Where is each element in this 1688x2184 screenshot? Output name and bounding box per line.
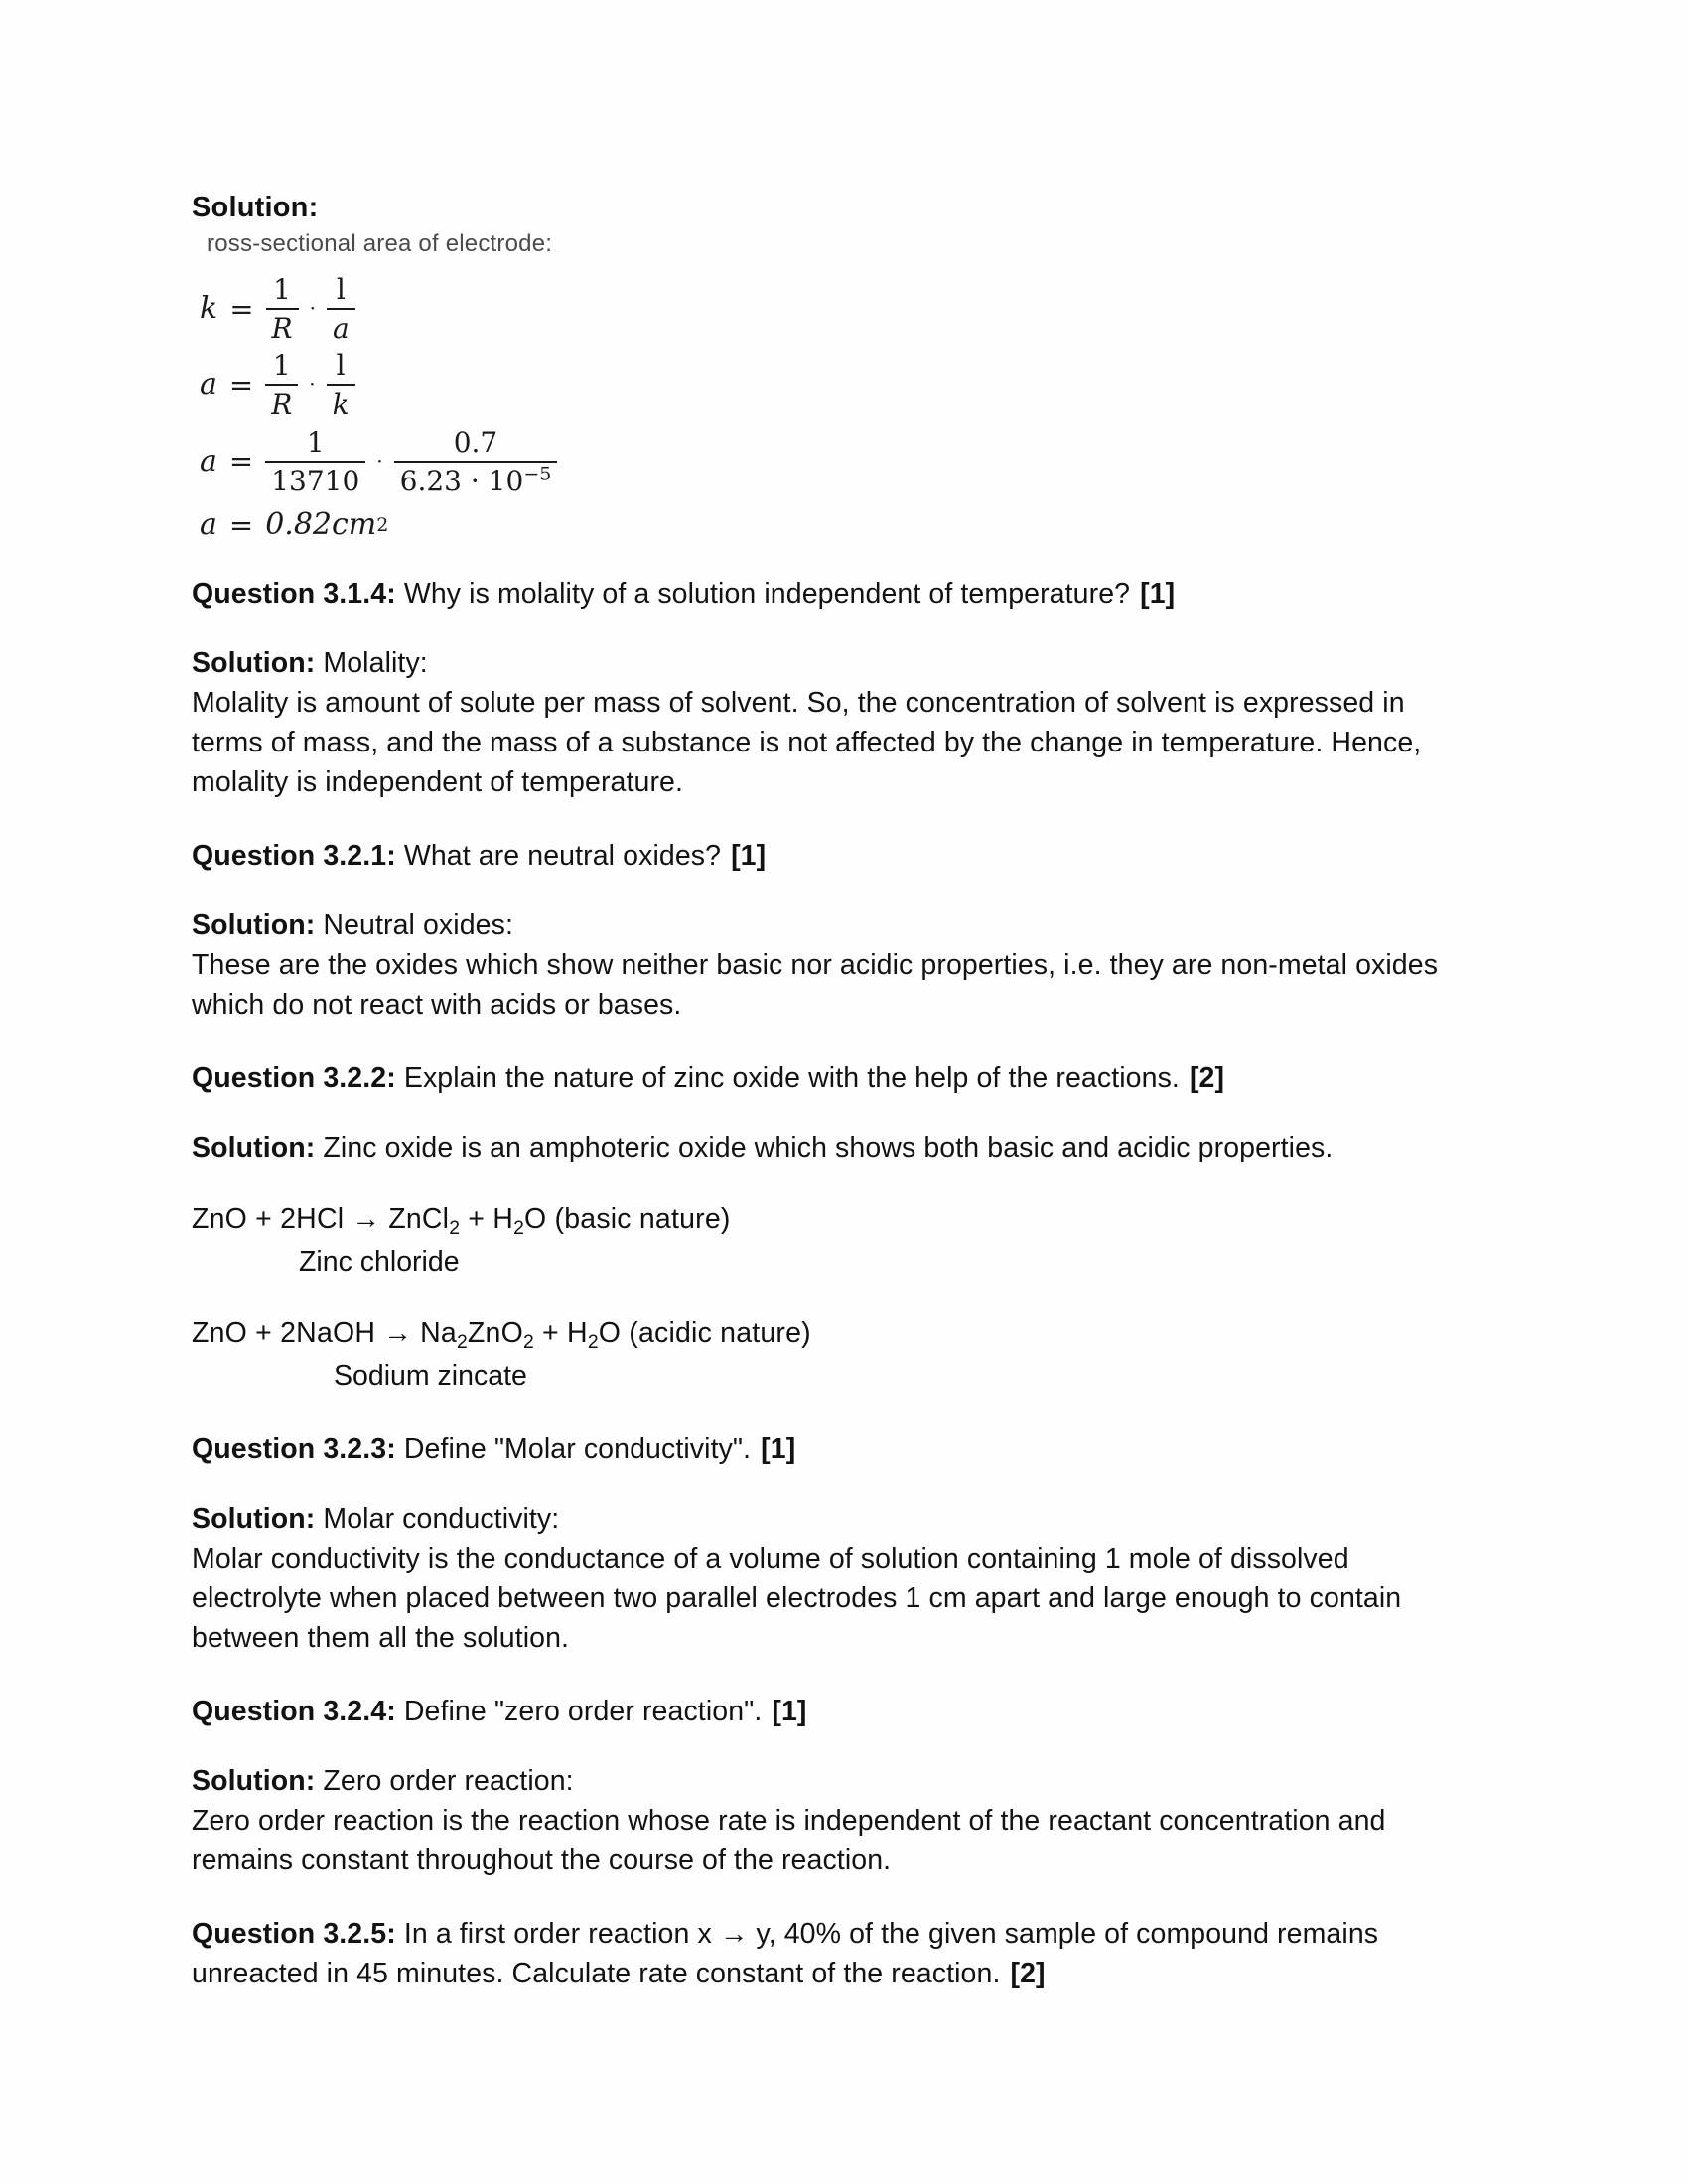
reaction-2-reactant-b: 2NaOH <box>280 1317 376 1350</box>
solution-block-3-1-4 <box>192 643 1482 802</box>
solution-lead-text: Molality: <box>315 647 428 680</box>
equation-2-operator: · <box>309 372 316 397</box>
equation-2-fraction-1 <box>265 350 298 421</box>
equation-2-lhs: a <box>200 367 217 403</box>
question-block-3-2-3 <box>192 1430 1482 1469</box>
equation-area-result: a = 0.82cm 2 <box>200 507 389 543</box>
question-marks: [1] <box>772 1696 807 1728</box>
fraction-bar <box>327 384 355 386</box>
reaction-2-product-a-subscript: 2 <box>456 1331 468 1354</box>
reaction-2-product-a: Na <box>420 1317 457 1350</box>
equation-3-f2-denominator <box>394 463 558 497</box>
question-text: Why is molality of a solution independent of temperature? <box>395 578 1131 611</box>
solution-lead-text: Molar conductivity: <box>315 1503 560 1536</box>
equation-2-f1-denominator: R <box>271 388 293 422</box>
equation-2-f1-numerator: 1 <box>272 348 291 382</box>
solution-block-3-2-1 <box>192 905 1482 1024</box>
equation-1-f1-denominator: R <box>271 312 293 345</box>
reaction-1-nature: (basic nature) <box>546 1203 731 1236</box>
equation-3-relation: = <box>228 444 254 478</box>
solution-body-text: Molar conductivity is the conductance of a volume of solution containing 1 mole of dissolved electrolyte when placed between two parallel electrodes 1 cm apart and large enough to contain between them all the solution. <box>192 1543 1402 1655</box>
equation-1-f2-numerator: l <box>336 273 346 306</box>
equation-3-f1-numerator: 1 <box>306 425 325 459</box>
solution-body-text: Zero order reaction is the reaction whose rate is independent of the reactant concentration and remains constant throughout the course of the reaction. <box>192 1805 1386 1877</box>
equation-3-f1-denominator: 13710 <box>271 464 360 497</box>
question-label: Question 3.2.4: <box>192 1696 396 1728</box>
equation-4-value: 0.82cm <box>265 507 377 543</box>
fraction-bar <box>327 308 355 310</box>
question-marks: [2] <box>1010 1958 1046 1990</box>
fraction-bar <box>265 461 365 463</box>
question-text: Define "zero order reaction". <box>395 1696 763 1728</box>
solution-lead-text: Zero order reaction: <box>315 1765 574 1798</box>
equation-conductivity <box>200 274 1482 344</box>
reaction-1-product-b: H <box>492 1203 514 1236</box>
fraction-bar <box>265 384 298 386</box>
solution-label: Solution: <box>192 909 316 942</box>
question-line <box>192 1914 1482 1993</box>
equation-1-f1-numerator: 1 <box>273 273 291 306</box>
reaction-1-plus-2: + <box>460 1203 493 1236</box>
solution-heading: Solution: <box>192 192 319 223</box>
question-text: Define "Molar conductivity". <box>395 1433 752 1466</box>
reaction-1-plus-1: + <box>247 1203 281 1236</box>
reaction-2-product-a-subscript-2: 2 <box>522 1331 534 1354</box>
reaction-block-acidic <box>192 1313 1482 1396</box>
reaction-1-product-a-subscript: 2 <box>449 1217 461 1240</box>
question-line <box>192 1692 1482 1731</box>
solution-lead-line <box>192 1499 1482 1539</box>
equation-1-fraction-1 <box>266 274 299 344</box>
reaction-2-product-b: H <box>567 1317 588 1350</box>
reaction-2-product-b-post: O <box>598 1317 622 1350</box>
reaction-arrow-icon: → <box>375 1317 421 1350</box>
reaction-1-product-b-post: O <box>524 1203 547 1236</box>
question-line <box>192 1430 1482 1469</box>
question-line <box>192 836 1482 876</box>
solution-label: Solution: <box>192 647 316 680</box>
equation-3-operator: · <box>376 448 383 473</box>
equation-4-relation: = <box>228 507 254 542</box>
solution-body-text: These are the oxides which show neither basic nor acidic properties, i.e. they are non-metal oxides which do not react with acids or bases. <box>192 949 1439 1022</box>
reaction-1-product-name: Zinc chloride <box>299 1246 460 1279</box>
solution-block-3-2-3 <box>192 1499 1482 1658</box>
question-text: What are neutral oxides? <box>395 840 722 873</box>
solution-block-3-2-2 <box>192 1128 1482 1167</box>
question-label: Question 3.1.4: <box>192 578 396 611</box>
solution-label: Solution: <box>192 1132 316 1164</box>
reaction-1-reactant-a: ZnO <box>192 1203 248 1236</box>
solution-header-block <box>192 189 1482 260</box>
question-block-3-2-4 <box>192 1692 1482 1731</box>
solution-label: Solution: <box>192 1503 316 1536</box>
question-label: Question 3.2.2: <box>192 1062 396 1095</box>
question-label: Question 3.2.3: <box>192 1433 396 1466</box>
equation-4-lhs: a <box>200 507 217 543</box>
reaction-1-product-a: ZnCl <box>388 1203 450 1236</box>
document-content <box>192 189 1482 1993</box>
equation-1-f2-denominator: a <box>332 312 350 345</box>
reaction-2-product-a-mid: ZnO <box>467 1317 523 1350</box>
solution-block-3-2-4 <box>192 1761 1482 1880</box>
solution-lead-line <box>192 1761 1482 1801</box>
equation-3-f2-den-base: 6.23 · 10 <box>399 464 524 497</box>
solution-lead-text: Zinc oxide is an amphoteric oxide which shows both basic and acidic properties. <box>315 1132 1334 1164</box>
question-marks: [1] <box>731 840 767 873</box>
equation-3-f2-den-exponent: −5 <box>523 463 552 485</box>
solution-lead-line <box>192 643 1482 683</box>
reaction-2-product-b-subscript: 2 <box>587 1331 599 1354</box>
equation-2-relation: = <box>228 367 254 402</box>
equation-2-fraction-2 <box>327 350 355 421</box>
equation-1-relation: = <box>229 291 254 326</box>
question-line <box>192 574 1482 614</box>
equation-1-operator: · <box>309 296 316 321</box>
reaction-1-product-b-subscript: 2 <box>513 1217 525 1240</box>
equation-area-numeric <box>200 427 1482 497</box>
question-line <box>192 1058 1482 1098</box>
equation-3-f2-numerator: 0.7 <box>453 425 498 459</box>
question-block-3-1-4 <box>192 574 1482 614</box>
question-text: In a first order reaction x → y, 40% of the given sample of compound remains unreacted in 45 minutes. Calculate rate constant of the reaction. <box>192 1918 1379 1990</box>
solution-body-text: Molality is amount of solute per mass of solvent. So, the concentration of solvent is expressed in terms of mass, and the mass of a substance is not affected by the change in temperature. Hence, molality is independent of temperature. <box>192 687 1422 799</box>
reaction-2-plus-2: + <box>533 1317 568 1350</box>
solution-label: Solution: <box>192 1765 316 1798</box>
fraction-bar <box>266 308 299 310</box>
question-block-3-2-2 <box>192 1058 1482 1098</box>
solution-lead-text: Neutral oxides: <box>315 909 513 942</box>
reaction-2-product-name: Sodium zincate <box>334 1360 527 1393</box>
question-block-3-2-1 <box>192 836 1482 876</box>
equation-area-general <box>200 350 1482 421</box>
equation-3-fraction-1 <box>265 427 365 497</box>
equation-3-fraction-2 <box>394 427 558 497</box>
equation-block <box>192 273 1482 543</box>
question-label: Question 3.2.1: <box>192 840 396 873</box>
equation-3-lhs: a <box>200 443 217 478</box>
reaction-arrow-icon: → <box>344 1203 389 1236</box>
cross-sectional-area-note: ross-sectional area of electrode: <box>207 230 553 257</box>
equation-1-lhs: k <box>200 291 218 327</box>
reaction-block-basic <box>192 1199 1482 1282</box>
question-marks: [1] <box>1140 578 1176 611</box>
question-block-3-2-5 <box>192 1914 1482 1993</box>
reaction-2-reactant-a: ZnO <box>192 1317 248 1350</box>
solution-lead-line <box>192 1128 1482 1167</box>
equation-2-f2-denominator: k <box>332 388 350 422</box>
solution-lead-line <box>192 905 1482 945</box>
equation-1-fraction-2 <box>327 274 355 344</box>
question-marks: [2] <box>1189 1062 1225 1095</box>
question-label: Question 3.2.5: <box>192 1918 396 1951</box>
reaction-2-nature: (acidic nature) <box>621 1317 811 1350</box>
reaction-1-reactant-b: 2HCl <box>280 1203 345 1236</box>
reaction-equation <box>192 1199 1482 1242</box>
reaction-2-plus-1: + <box>247 1317 281 1350</box>
question-text: Explain the nature of zinc oxide with the help of the reactions. <box>395 1062 1180 1095</box>
equation-2-f2-numerator: l <box>336 348 346 382</box>
reaction-equation <box>192 1313 1482 1356</box>
question-marks: [1] <box>761 1433 796 1466</box>
